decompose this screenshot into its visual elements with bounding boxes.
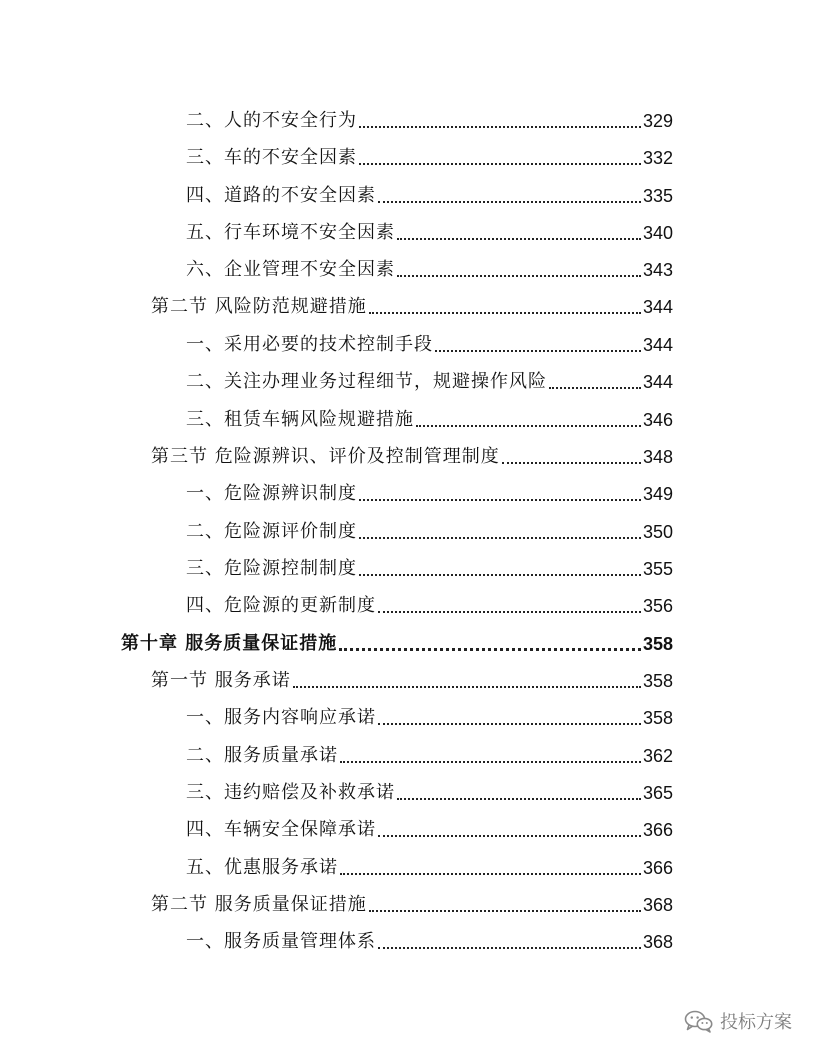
toc-entry-title: 四、道路的不安全因素 (186, 185, 376, 206)
toc-entry[interactable] (186, 216, 673, 244)
toc-entry-page: 366 (642, 858, 673, 878)
toc-entry-page: 344 (642, 297, 673, 317)
toc-entry[interactable] (186, 925, 673, 953)
toc-leader-dots (359, 574, 641, 576)
toc-leader-dots (339, 648, 641, 651)
toc-entry-title: 一、危险源辨识制度 (186, 483, 357, 504)
toc-entry-title: 一、服务质量管理体系 (186, 931, 376, 952)
toc-entry-page: 332 (642, 148, 673, 168)
toc-entry-title: 三、租赁车辆风险规避措施 (186, 409, 414, 430)
toc-entry[interactable] (186, 477, 673, 505)
toc-entry[interactable] (186, 141, 673, 169)
toc-entry-page: 344 (642, 372, 673, 392)
toc-entry-title: 二、人的不安全行为 (186, 110, 357, 131)
toc-leader-dots (549, 387, 641, 389)
toc-entry-page: 356 (642, 596, 673, 616)
toc-entry-page: 344 (642, 335, 673, 355)
toc-leader-dots (369, 312, 641, 314)
toc-entry-title: 三、车的不安全因素 (186, 147, 357, 168)
toc-entry-title: 第十章 服务质量保证措施 (121, 633, 338, 654)
toc-leader-dots (435, 350, 641, 352)
toc-entry-title: 第二节 服务质量保证措施 (151, 894, 367, 915)
toc-entry[interactable] (186, 739, 673, 767)
toc-leader-dots (359, 163, 641, 165)
toc-entry-title: 二、关注办理业务过程细节，规避操作风险 (186, 371, 547, 392)
toc-entry-title: 一、服务内容响应承诺 (186, 707, 376, 728)
toc-entry[interactable] (186, 589, 673, 617)
watermark-text: 投标方案 (720, 1012, 792, 1033)
toc-entry-page: 335 (642, 186, 673, 206)
toc-leader-dots (397, 275, 641, 277)
toc-entry[interactable] (186, 328, 673, 356)
toc-entry[interactable] (186, 179, 673, 207)
toc-entry[interactable] (186, 851, 673, 879)
toc-entry-title: 二、危险源评价制度 (186, 521, 357, 542)
toc-leader-dots (340, 761, 641, 763)
toc-entry[interactable] (186, 253, 673, 281)
toc-entry-title: 五、行车环境不安全因素 (186, 222, 395, 243)
toc-leader-dots (378, 947, 641, 949)
toc-entry[interactable] (186, 515, 673, 543)
toc-entry-page: 365 (642, 783, 673, 803)
wechat-icon (684, 1009, 714, 1033)
toc-section-entry[interactable] (151, 440, 673, 468)
toc-section-entry[interactable] (151, 290, 673, 318)
toc-leader-dots (378, 835, 641, 837)
toc-leader-dots (378, 611, 641, 613)
toc-entry-page: 368 (642, 895, 673, 915)
toc-leader-dots (378, 723, 641, 725)
toc-leader-dots (359, 499, 641, 501)
toc-leader-dots (359, 537, 641, 539)
toc-leader-dots (378, 201, 641, 203)
toc-entry-title: 五、优惠服务承诺 (186, 857, 338, 878)
toc-entry-title: 第三节 危险源辨识、评价及控制管理制度 (151, 446, 500, 467)
toc-entry-page: 355 (642, 559, 673, 579)
toc-leader-dots (369, 910, 641, 912)
toc-entry-title: 第一节 服务承诺 (151, 670, 291, 691)
toc-entry[interactable] (186, 776, 673, 804)
toc-entry[interactable] (186, 365, 673, 393)
toc-section-entry[interactable] (151, 888, 673, 916)
toc-entry-page: 366 (642, 820, 673, 840)
toc-entry-page: 358 (642, 708, 673, 728)
toc-entry-page: 346 (642, 410, 673, 430)
toc-entry-page: 340 (642, 223, 673, 243)
toc-entry[interactable] (186, 552, 673, 580)
toc-leader-dots (502, 462, 641, 464)
toc-leader-dots (340, 873, 641, 875)
toc-entry[interactable] (186, 104, 673, 132)
toc-entry-page: 349 (642, 484, 673, 504)
toc-entry-title: 六、企业管理不安全因素 (186, 259, 395, 280)
toc-leader-dots (397, 238, 641, 240)
toc-entry-title: 三、违约赔偿及补救承诺 (186, 782, 395, 803)
toc-entry-page: 329 (642, 111, 673, 131)
toc-chapter-entry[interactable] (121, 627, 673, 655)
toc-entry-title: 四、危险源的更新制度 (186, 595, 376, 616)
toc-section-entry[interactable] (151, 664, 673, 692)
toc-entry-page: 350 (642, 522, 673, 542)
toc-entry-page: 358 (642, 671, 673, 691)
toc-entry-title: 四、车辆安全保障承诺 (186, 819, 376, 840)
toc-leader-dots (293, 686, 641, 688)
toc-entry-title: 二、服务质量承诺 (186, 745, 338, 766)
toc-entry[interactable] (186, 701, 673, 729)
toc-entry[interactable] (186, 403, 673, 431)
toc-leader-dots (359, 126, 641, 128)
toc-leader-dots (416, 425, 641, 427)
toc-entry-title: 三、危险源控制制度 (186, 558, 357, 579)
toc-entry-page: 368 (642, 932, 673, 952)
toc-entry-title: 一、采用必要的技术控制手段 (186, 334, 433, 355)
toc-entry[interactable] (186, 813, 673, 841)
watermark (684, 1008, 792, 1034)
toc-leader-dots (397, 798, 641, 800)
toc-entry-page: 348 (642, 447, 673, 467)
toc-entry-page: 362 (642, 746, 673, 766)
toc-entry-title: 第二节 风险防范规避措施 (151, 296, 367, 317)
toc-entry-page: 343 (642, 260, 673, 280)
toc-entry-page: 358 (642, 634, 673, 654)
